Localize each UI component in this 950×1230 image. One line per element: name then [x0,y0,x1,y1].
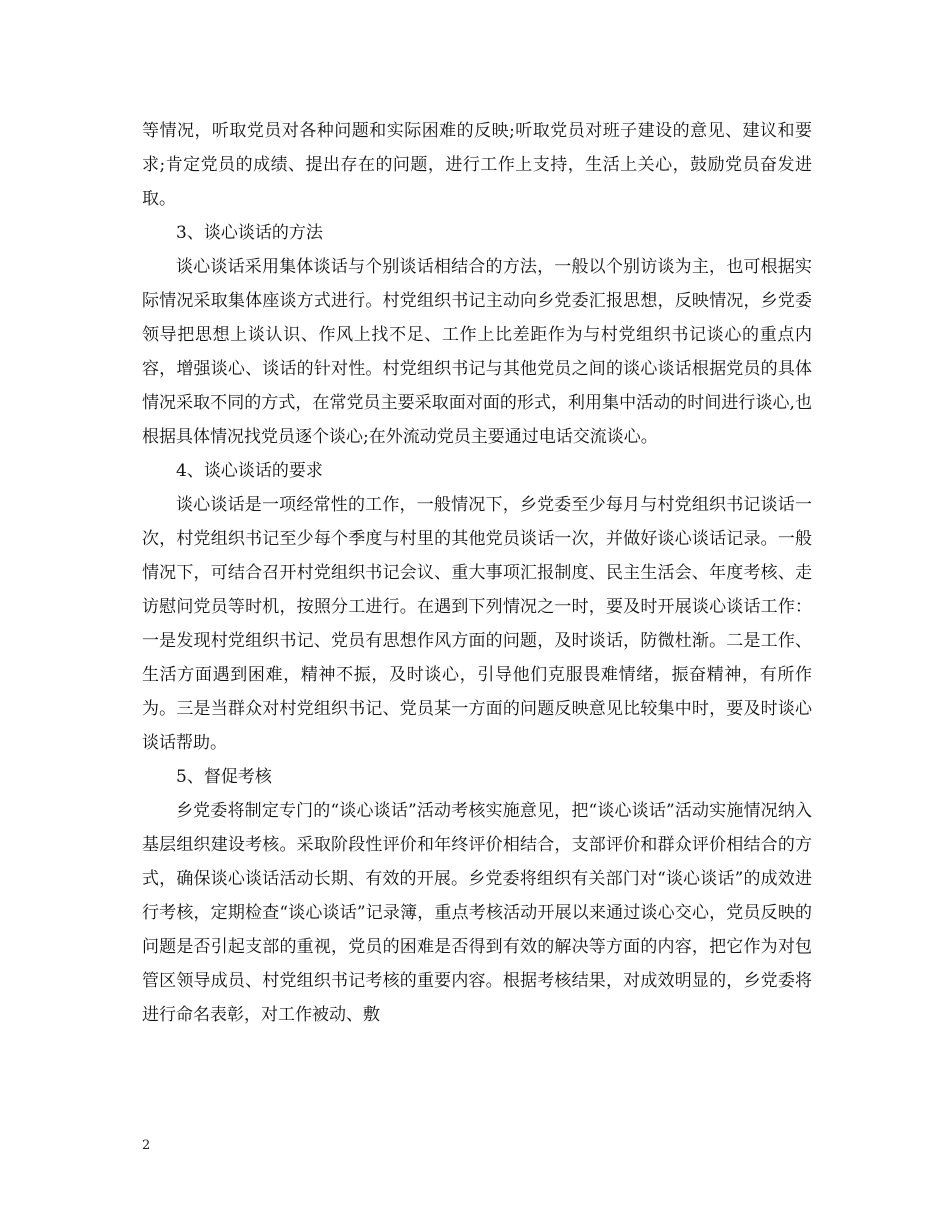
paragraph-continued: 等情况，听取党员对各种问题和实际困难的反映;听取党员对班子建设的意见、建议和要求;肯定党员的成绩、提出存在的问题，进行工作上支持，生活上关心，鼓励党员奋发进取。 [142,121,812,209]
paragraph-requirements: 谈心谈话是一项经常性的工作，一般情况下，乡党委至少每月与村党组织书记谈话一次，村党组织书记至少每个季度与村里的其他党员谈话一次，并做好谈心谈话记录。一般情况下，可结合召开村党组织书记会议、重大事项汇报制度、民主生活会、年度考核、走访慰问党员等时机，按照分工进行。在遇到下列情况之一时，要及时开展谈心谈话工作：一是发现村党组织书记、党员有思想作风方面的问题，及时谈话，防微杜渐。二是工作、生活方面遇到困难，精神不振，及时谈心，引导他们克服畏难情绪，振奋精神，有所作为。三是当群众对村党组织书记、党员某一方面的问题反映意见比较集中时，要及时谈心谈话帮助。 [142,495,812,753]
document-body [142,114,812,1032]
section-heading-requirements: 4、谈心谈话的要求 [176,461,323,481]
page-number: 2 [142,1138,151,1153]
paragraph-assessment: 乡党委将制定专门的“谈心谈话”活动考核实施意见，把“谈心谈话”活动实施情况纳入基层组织建设考核。采取阶段性评价和年终评价相结合，支部评价和群众评价相结合的方式，确保谈心谈话活动长期、有效的开展。乡党委将组织有关部门对“谈心谈话”的成效进行考核，定期检查“谈心谈话”记录簿，重点考核活动开展以来通过谈心交心，党员反映的问题是否引起支部的重视，党员的困难是否得到有效的解决等方面的内容，把它作为对包管区领导成员、村党组织书记考核的重要内容。根据考核结果，对成效明显的，乡党委将进行命名表彰，对工作被动、敷 [142,801,812,1025]
section-heading-assessment: 5、督促考核 [176,767,272,787]
section-heading-methods: 3、谈心谈话的方法 [176,223,323,243]
paragraph-methods: 谈心谈话采用集体谈话与个别谈话相结合的方法，一般以个别访谈为主，也可根据实际情况采取集体座谈方式进行。村党组织书记主动向乡党委汇报思想，反映情况，乡党委领导把思想上谈认识、作风上找不足、工作上比差距作为与村党组织书记谈心的重点内容，增强谈心、谈话的针对性。村党组织书记与其他党员之间的谈心谈话根据党员的具体情况采取不同的方式，在常党员主要采取面对面的形式，利用集中活动的时间进行谈心,也根据具体情况找党员逐个谈心;在外流动党员主要通过电话交流谈心。 [142,257,812,447]
